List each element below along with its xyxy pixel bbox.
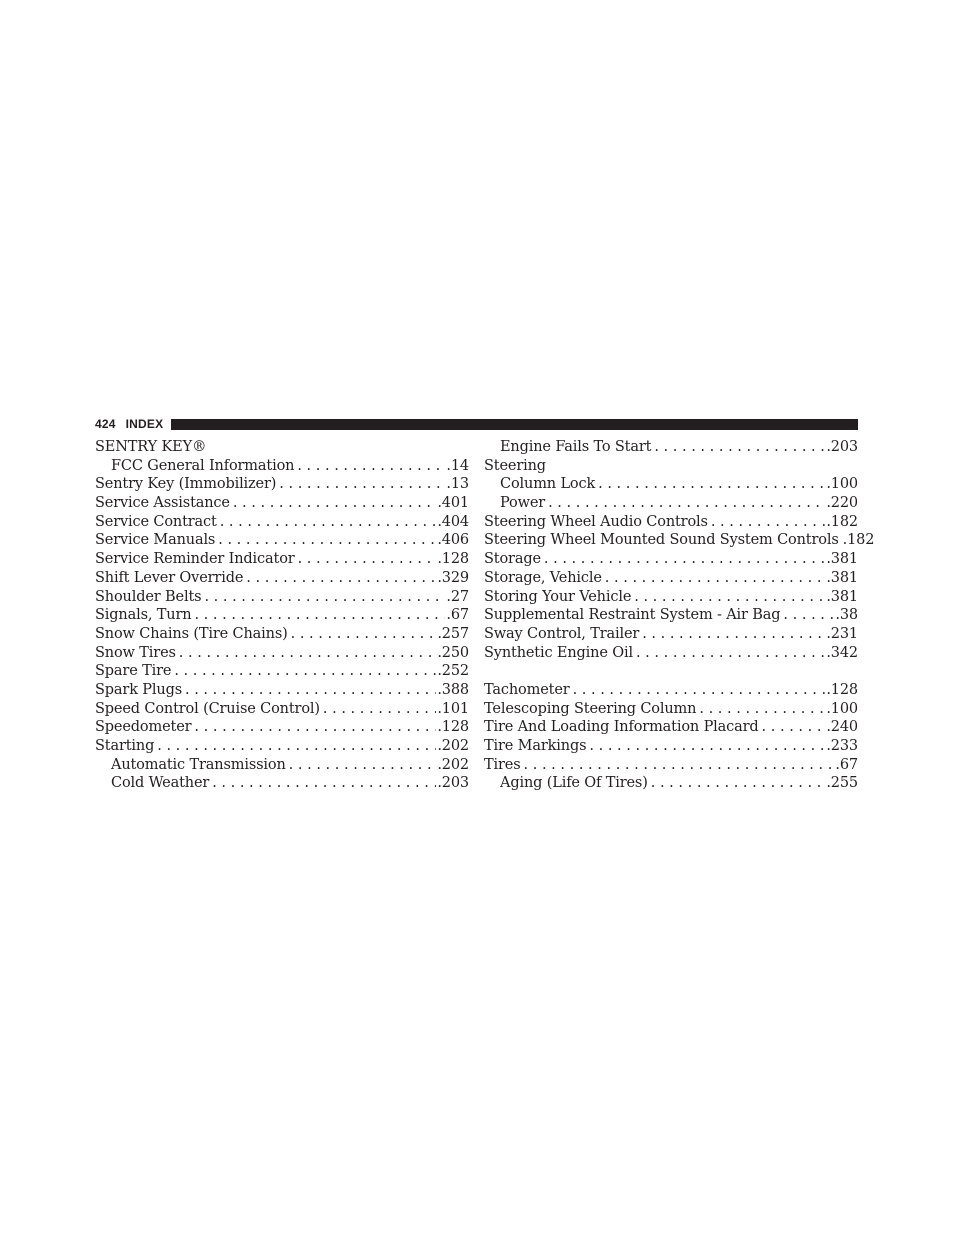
index-page-ref: .182 bbox=[842, 532, 875, 549]
index-entry bbox=[484, 756, 858, 775]
index-term: Snow Chains (Tire Chains) bbox=[95, 625, 288, 642]
index-page-ref: .381 bbox=[826, 551, 858, 568]
index-page-ref: .240 bbox=[826, 719, 858, 736]
index-entry bbox=[95, 737, 469, 756]
index-term: Storage, Vehicle bbox=[484, 569, 602, 586]
index-entry bbox=[95, 569, 469, 588]
dot-leader bbox=[220, 513, 437, 532]
index-page-ref: .27 bbox=[446, 588, 469, 605]
index-entry bbox=[95, 438, 469, 457]
dot-leader bbox=[233, 494, 436, 513]
index-page-ref: .257 bbox=[437, 625, 469, 642]
index-term: Spark Plugs bbox=[95, 681, 182, 698]
dot-leader bbox=[634, 588, 825, 607]
dot-leader bbox=[174, 662, 436, 681]
index-entry bbox=[95, 662, 469, 681]
index-page-ref: .401 bbox=[437, 495, 469, 512]
index-subentry bbox=[484, 774, 858, 793]
index-entry bbox=[484, 550, 858, 569]
dot-leader bbox=[185, 681, 436, 700]
index-term: Synthetic Engine Oil bbox=[484, 644, 633, 661]
index-entry bbox=[95, 550, 469, 569]
index-page-ref: .14 bbox=[446, 457, 469, 474]
index-page-ref: .406 bbox=[437, 532, 469, 549]
index-page-ref: .231 bbox=[826, 625, 858, 642]
dot-leader bbox=[204, 588, 445, 607]
index-entry bbox=[484, 606, 858, 625]
index-page-ref: .38 bbox=[835, 607, 858, 624]
index-page-ref: .404 bbox=[437, 513, 469, 530]
index-term: Aging (Life Of Tires) bbox=[500, 775, 648, 792]
dot-leader bbox=[762, 718, 826, 737]
dot-leader bbox=[651, 774, 826, 793]
index-page-ref: .100 bbox=[826, 476, 858, 493]
index-page-ref: .233 bbox=[826, 738, 858, 754]
dot-leader bbox=[157, 737, 436, 756]
index-term: SENTRY KEY® bbox=[95, 439, 207, 455]
index-term: Storing Your Vehicle bbox=[484, 588, 632, 605]
dot-leader bbox=[636, 644, 825, 663]
index-page-ref: .13 bbox=[446, 476, 469, 493]
dot-leader bbox=[212, 774, 436, 793]
dot-leader bbox=[589, 737, 825, 756]
index-entry bbox=[484, 625, 858, 644]
dot-leader bbox=[323, 700, 436, 719]
index-entry bbox=[484, 531, 875, 550]
index-term: Snow Tires bbox=[95, 644, 176, 661]
dot-leader bbox=[654, 438, 825, 457]
index-page-ref: .255 bbox=[826, 775, 858, 792]
dot-leader bbox=[291, 625, 437, 644]
index-entry bbox=[484, 588, 858, 607]
dot-leader bbox=[548, 494, 825, 513]
index-entry bbox=[95, 700, 469, 719]
page-header bbox=[95, 417, 858, 432]
index-entry bbox=[484, 737, 858, 756]
dot-leader bbox=[573, 681, 826, 700]
dot-leader bbox=[783, 606, 834, 625]
index-subentry bbox=[95, 774, 469, 793]
index-term: Signals, Turn bbox=[95, 607, 192, 624]
index-term: Storage bbox=[484, 551, 541, 568]
section-title: INDEX bbox=[125, 417, 164, 431]
index-subentry bbox=[484, 438, 858, 457]
index-page-ref: .220 bbox=[826, 495, 858, 512]
page-number: 424 bbox=[95, 417, 116, 431]
index-term: Column Lock bbox=[500, 476, 596, 493]
dot-leader bbox=[699, 700, 825, 719]
index-term: Service Manuals bbox=[95, 532, 216, 549]
index-page-ref: .100 bbox=[826, 700, 858, 717]
index-entry bbox=[484, 718, 858, 737]
dot-leader bbox=[605, 569, 826, 588]
index-entry bbox=[484, 644, 858, 663]
dot-leader bbox=[297, 457, 445, 476]
index-page-ref: .67 bbox=[835, 756, 858, 773]
index-term: Service Assistance bbox=[95, 495, 230, 512]
index-page-ref: .250 bbox=[437, 644, 469, 661]
index-page-ref: .388 bbox=[437, 681, 469, 698]
dot-leader bbox=[289, 756, 437, 775]
index-entry bbox=[484, 513, 858, 532]
dot-leader bbox=[246, 569, 436, 588]
dot-leader bbox=[194, 606, 445, 625]
index-page-ref: .342 bbox=[826, 644, 858, 661]
dot-leader bbox=[298, 550, 437, 569]
index-term: Cold Weather bbox=[111, 775, 210, 792]
index-entry bbox=[95, 513, 469, 532]
index-term: Sway Control, Trailer bbox=[484, 625, 640, 642]
header-rule bbox=[171, 419, 858, 430]
index-subentry bbox=[95, 756, 469, 775]
index-page-ref: .329 bbox=[437, 569, 469, 586]
index-page-ref: .128 bbox=[437, 719, 469, 736]
index-column-left bbox=[95, 438, 469, 793]
index-page-ref: .252 bbox=[437, 663, 469, 680]
index-term: Shift Lever Override bbox=[95, 569, 244, 586]
index-term: Speed Control (Cruise Control) bbox=[95, 700, 320, 717]
index-term: Starting bbox=[95, 738, 155, 754]
index-page-ref: .128 bbox=[437, 551, 469, 568]
index-entry bbox=[95, 681, 469, 700]
index-page-ref: .203 bbox=[826, 439, 858, 455]
index-term: Speedometer bbox=[95, 719, 192, 736]
dot-leader bbox=[194, 718, 436, 737]
dot-leader bbox=[524, 756, 835, 775]
index-term: Tire And Loading Information Placard bbox=[484, 719, 759, 736]
index-term: FCC General Information bbox=[111, 457, 295, 474]
index-page-ref: .101 bbox=[437, 700, 469, 717]
dot-leader bbox=[642, 625, 825, 644]
index-term: Tires bbox=[484, 756, 521, 773]
index-page-ref: .202 bbox=[437, 738, 469, 754]
index-term: Tire Markings bbox=[484, 738, 587, 754]
index-entry bbox=[95, 494, 469, 513]
index-entry bbox=[95, 531, 469, 550]
index-term: Sentry Key (Immobilizer) bbox=[95, 476, 277, 493]
index-entry bbox=[95, 644, 469, 663]
index-term: Steering bbox=[484, 457, 546, 474]
index-subentry bbox=[95, 457, 469, 476]
index-entry bbox=[95, 475, 469, 494]
index-entry bbox=[484, 569, 858, 588]
index-term: Telescoping Steering Column bbox=[484, 700, 697, 717]
index-column-right bbox=[484, 438, 875, 793]
index-page-ref: .381 bbox=[826, 588, 858, 605]
index-term: Tachometer bbox=[484, 681, 570, 698]
dot-leader bbox=[218, 531, 436, 550]
index-entry bbox=[95, 588, 469, 607]
index-term: Service Reminder Indicator bbox=[95, 551, 295, 568]
index-page-ref: .67 bbox=[446, 607, 469, 624]
index-page-ref: .182 bbox=[826, 513, 858, 530]
index-page-ref: .381 bbox=[826, 569, 858, 586]
index-page-ref: .202 bbox=[437, 756, 469, 773]
index-term: Shoulder Belts bbox=[95, 588, 202, 605]
index-term: Steering Wheel Audio Controls bbox=[484, 513, 708, 530]
index-page-ref: .203 bbox=[437, 775, 469, 792]
index-spacer bbox=[484, 662, 858, 681]
index-term: Supplemental Restraint System - Air Bag bbox=[484, 607, 781, 624]
dot-leader bbox=[279, 475, 445, 494]
index-entry bbox=[484, 681, 858, 700]
index-entry bbox=[95, 625, 469, 644]
index-term: Service Contract bbox=[95, 513, 217, 530]
index-term: Power bbox=[500, 495, 546, 512]
index-entry bbox=[95, 718, 469, 737]
index-term: Spare Tire bbox=[95, 663, 172, 680]
dot-leader bbox=[598, 475, 825, 494]
dot-leader bbox=[179, 644, 437, 663]
index-entry bbox=[484, 700, 858, 719]
index-entry bbox=[484, 457, 858, 476]
index-entry bbox=[95, 606, 469, 625]
index-subentry bbox=[484, 475, 858, 494]
index-subentry bbox=[484, 494, 858, 513]
dot-leader bbox=[711, 513, 825, 532]
index-page-ref: .128 bbox=[826, 681, 858, 698]
index-term: Engine Fails To Start bbox=[500, 439, 652, 455]
dot-leader bbox=[544, 550, 825, 569]
index-term: Automatic Transmission bbox=[111, 756, 286, 773]
index-term: Steering Wheel Mounted Sound System Controls bbox=[484, 532, 839, 549]
